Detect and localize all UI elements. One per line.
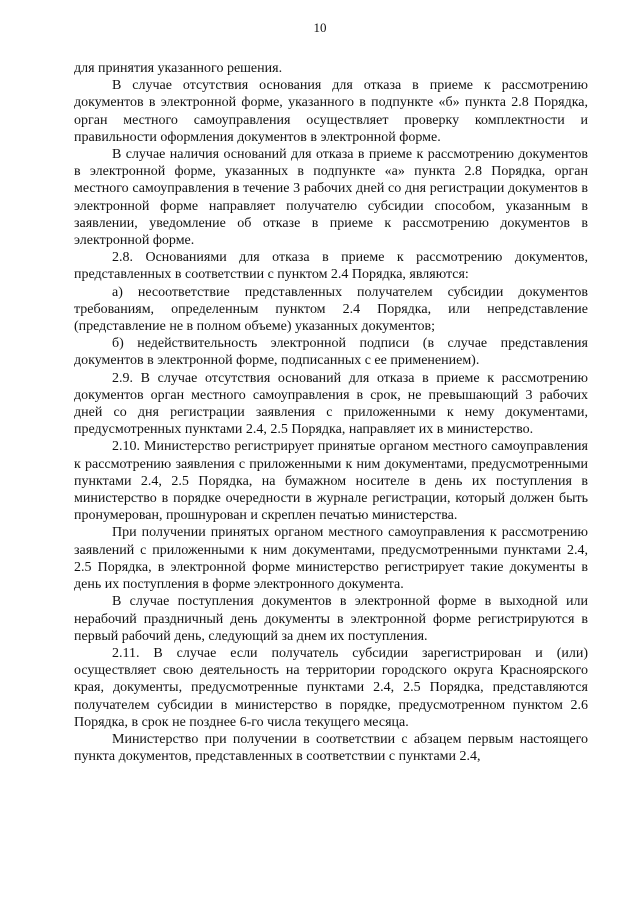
- paragraph-no-refusal-grounds: В случае отсутствия основания для отказа в приеме к рассмотрению документов в электронной форме, указанного в подпункте «б» пункта 2.8 Порядка, орган местного самоуправления осуществляет проверку комплектности и правильности оформления документов в электронной форме.: [74, 78, 588, 145]
- paragraph-ministry-receipt: Министерство при получении в соответствии с абзацем первым настоящего пункта документов, представленных в соответствии с пунктами 2.4,: [74, 731, 588, 765]
- paragraph-continuation: для принятия указанного решения.: [74, 61, 283, 76]
- page-number: 10: [313, 20, 327, 35]
- paragraph-item-b: б) недействительность электронной подписи (в случае представления документов в электронной форме, подписанных с ее применением).: [74, 336, 588, 369]
- paragraph-item-a: а) несоответствие представленных получателем субсидии документов требованиям, определенным пунктом 2.4 Порядка, или непредставление (представление не в полном объеме) указанных документов;: [74, 284, 588, 335]
- paragraph-clause-2-9: 2.9. В случае отсутствия оснований для отказа в приеме к рассмотрению документов орган местного самоуправления в срок, не превышающий 3 рабочих дней со дня регистрации заявления с приложенными к нему документами, предусмотренных пунктами 2.4, 2.5 Порядка, направляет их в министерство.: [74, 370, 588, 438]
- document-body: [74, 60, 588, 765]
- paragraph-clause-2-11: 2.11. В случае если получатель субсидии зарегистрирован и (или) осуществляет свою деятельность на территории городского округа Красноярского края, документы, предусмотренные пунктами 2.4, 2.5 Порядка, представляются получателем субсидии в министерство в порядке, предусмотренном пунктом 2.6 Порядка, в срок не позднее 6-го числа текущего месяца.: [74, 645, 588, 730]
- paragraph-clause-2-10: 2.10. Министерство регистрирует принятые органом местного самоуправления к рассмотрению заявления с приложенными к ним документами, предусмотренными пунктами 2.4, 2.5 Порядка, на бумажном носителе в день их поступления в министерство в порядке очередности в журнале регистрации, который должен быть пронумерован, прошнурован и скреплен печатью министерства.: [74, 439, 588, 524]
- paragraph-clause-2-8: 2.8. Основаниями для отказа в приеме к рассмотрению документов, представленных в соответствии с пунктом 2.4 Порядка, являются:: [74, 250, 588, 283]
- paragraph-holiday-registration: В случае поступления документов в электронной форме в выходной или нерабочий праздничный день документы в электронной форме регистрируются в первый рабочий день, следующий за днем их поступления.: [74, 594, 588, 644]
- paragraph-refusal-grounds: В случае наличия оснований для отказа в приеме к рассмотрению документов в электронной форме, указанных в подпункте «а» пункта 2.8 Порядка, орган местного самоуправления в течение 3 рабочих дней со дня регистрации документов в электронной форме направляет получателю субсидии способом, указанным в заявлении, уведомление об отказе в приеме к рассмотрению документов в электронной форме.: [74, 147, 588, 249]
- paragraph-electronic-registration: При получении принятых органом местного самоуправления к рассмотрению заявлений с приложенными к ним документами, предусмотренными пунктами 2.4, 2.5 Порядка, в электронной форме министерство регистрирует такие документы в день их поступления в форме электронного документа.: [74, 525, 588, 593]
